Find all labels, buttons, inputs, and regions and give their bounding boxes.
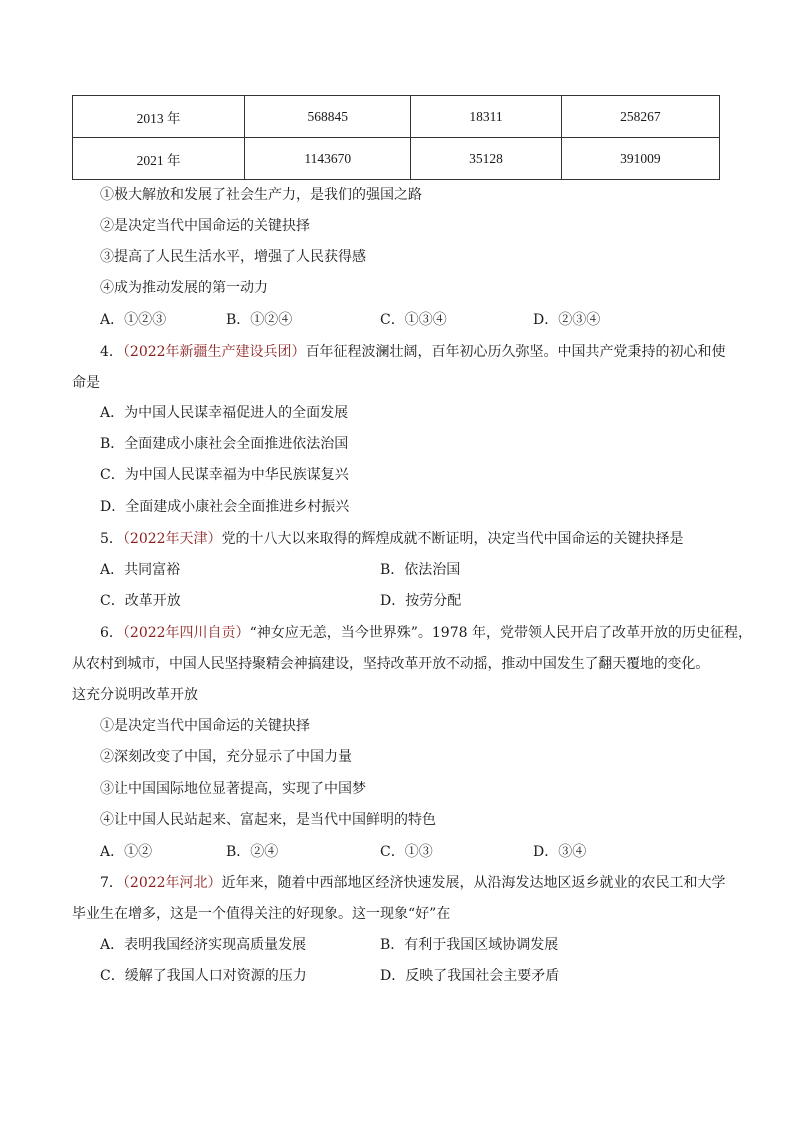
question-number: 4． [100,344,123,360]
statement-4: ④成为推动发展的第一动力 [100,280,268,296]
question-4-stem [100,342,726,362]
question-4-stem-cont: 命是 [72,375,100,391]
option-c[interactable]: C．①③ [380,844,433,860]
option-b[interactable]: B．依法治国 [380,562,461,578]
option-a[interactable]: A．①②③ [100,312,167,328]
question-number: 5． [100,531,123,547]
option-b[interactable]: B．有利于我国区域协调发展 [380,937,559,953]
statement-3: ③让中国国际地位显著提高，实现了中国梦 [100,781,366,797]
option-a[interactable]: A．为中国人民谋幸福促进人的全面发展 [100,405,349,421]
table-row [73,96,720,138]
option-c[interactable]: C．①③④ [380,312,447,328]
table-cell: 258267 [561,96,719,138]
option-a[interactable]: A．①② [100,844,153,860]
statement-1: ①极大解放和发展了社会生产力，是我们的强国之路 [100,187,422,203]
option-b[interactable]: B．全面建成小康社会全面推进依法治国 [100,436,349,452]
option-d[interactable]: D．全面建成小康社会全面推进乡村振兴 [100,499,350,515]
table-cell: 2013 年 [73,96,245,138]
option-c[interactable]: C．为中国人民谋幸福为中华民族谋复兴 [100,467,349,483]
question-7-stem-cont: 毕业生在增多，这是一个值得关注的好现象。这一现象“好”在 [72,906,451,922]
table-cell: 568845 [245,96,411,138]
option-a[interactable]: A．共同富裕 [100,562,181,578]
option-b[interactable]: B．②④ [226,844,279,860]
question-6-stem [100,623,752,643]
question-6-stem-cont: 从农村到城市，中国人民坚持聚精会神搞建设，坚持改革开放不动摇，推动中国发生了翻天覆地的变化。 [72,656,710,672]
question-source: （2022年新疆生产建设兵团） [122,344,306,360]
question-source: （2022年四川自贡） [122,625,250,641]
option-d[interactable]: D．反映了我国社会主要矛盾 [380,968,560,984]
statement-1: ①是决定当代中国命运的关键抉择 [100,718,310,734]
statement-2: ②是决定当代中国命运的关键抉择 [100,218,310,234]
question-text: “神女应无恙，当今世界殊”。1978 年，党带领人民开启了改革开放的历史征程， [249,625,752,641]
table-cell: 35128 [411,138,561,180]
question-source: （2022年天津） [122,531,222,547]
option-d[interactable]: D．②③④ [533,312,601,328]
option-c[interactable]: C．改革开放 [100,593,181,609]
option-d[interactable]: D．③④ [533,844,587,860]
option-d[interactable]: D．按劳分配 [380,593,462,609]
table-cell: 18311 [411,96,561,138]
data-table [72,95,720,180]
question-text: 党的十八大以来取得的辉煌成就不断证明，决定当代中国命运的关键抉择是 [221,531,684,547]
table-row [73,138,720,180]
table-cell: 1143670 [245,138,411,180]
question-source: （2022年河北） [122,875,222,891]
statement-2: ②深刻改变了中国，充分显示了中国力量 [100,749,352,765]
table-cell: 391009 [561,138,719,180]
question-text: 近年来，随着中西部地区经济快速发展，从沿海发达地区返乡就业的农民工和大学 [221,875,726,891]
statement-4: ④让中国人民站起来、富起来，是当代中国鲜明的特色 [100,812,436,828]
question-7-stem [100,873,726,893]
option-b[interactable]: B．①②④ [226,312,293,328]
option-a[interactable]: A．表明我国经济实现高质量发展 [100,937,307,953]
question-number: 7． [100,875,123,891]
question-text: 百年征程波澜壮阔，百年初心历久弥坚。中国共产党秉持的初心和使 [305,344,726,360]
question-6-stem-cont: 这充分说明改革开放 [72,687,198,703]
option-c[interactable]: C．缓解了我国人口对资源的压力 [100,968,307,984]
question-number: 6． [100,625,123,641]
question-5-stem [100,529,684,549]
table-cell: 2021 年 [73,138,245,180]
statement-3: ③提高了人民生活水平，增强了人民获得感 [100,249,366,265]
